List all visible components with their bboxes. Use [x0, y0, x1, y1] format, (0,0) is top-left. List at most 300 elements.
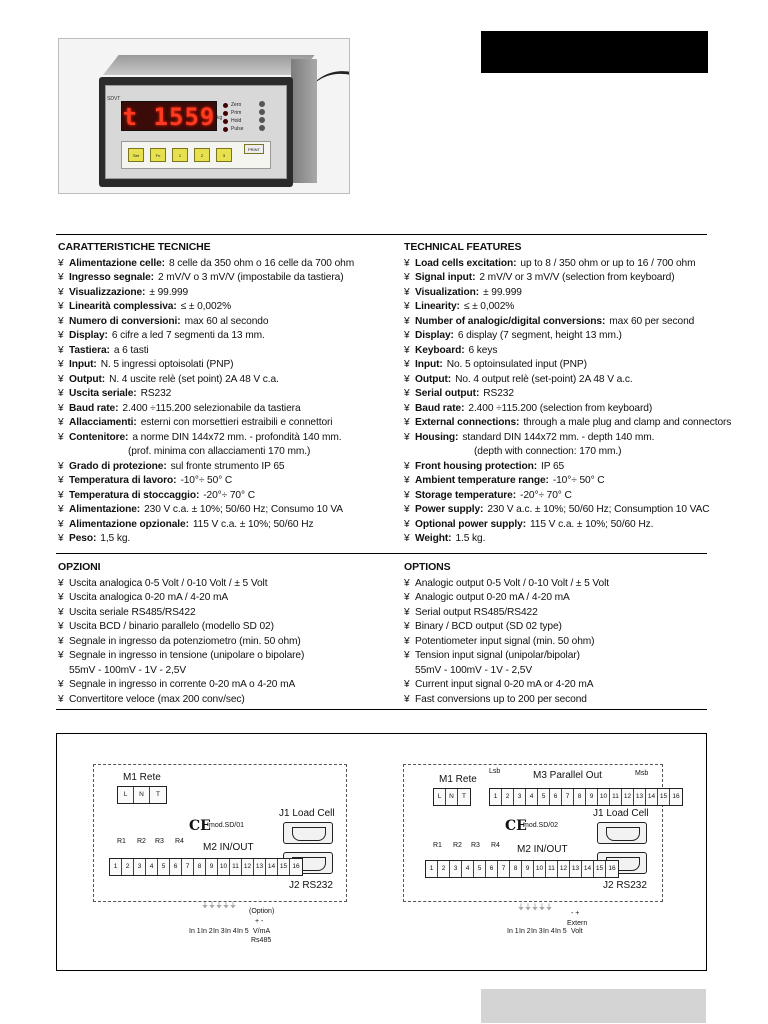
model-label-left: mod.SD/01	[209, 822, 245, 829]
feature-item	[58, 474, 378, 489]
term-t-right: T	[462, 793, 466, 800]
feature-label: Contenitore:	[69, 431, 129, 443]
feature-item	[404, 474, 724, 489]
relay-r4-right: R4	[491, 842, 500, 849]
bullet-icon: ¥	[58, 606, 64, 618]
led-display	[121, 101, 217, 131]
feature-item	[404, 358, 724, 373]
bullet-icon: ¥	[58, 533, 64, 544]
j1-connector-left	[283, 822, 333, 844]
feature-value: N. 5 ingressi optoisolati (PNP)	[100, 359, 234, 370]
terminal-1: 1	[110, 859, 122, 875]
header-black-block	[481, 31, 708, 73]
key-set: Set	[128, 148, 144, 162]
feature-value: 8 celle da 350 ohm o 16 celle da 700 ohm	[168, 257, 355, 269]
feature-item	[404, 402, 724, 417]
terminal-10: 10	[598, 789, 610, 805]
feature-value: 1,5 kg.	[100, 533, 131, 544]
option-item	[404, 591, 724, 606]
feature-value: 2.400 ÷115.200 (selection from keyboard)	[468, 402, 653, 414]
feature-item	[404, 315, 724, 330]
option-item	[404, 620, 724, 635]
feature-item	[404, 300, 724, 315]
feature-item	[58, 532, 378, 547]
indicator-buttons	[259, 101, 273, 133]
bullet-icon: ¥	[404, 388, 410, 399]
terminal-2: 2	[502, 789, 514, 805]
case-side	[291, 59, 317, 183]
display-value: 1559	[153, 103, 216, 131]
feature-item	[58, 518, 378, 533]
option-text: Segnale in ingresso in corrente 0-20 mA o 4-20 mA	[69, 679, 296, 690]
feature-value: RS232	[483, 388, 514, 399]
feature-label: Temperatura di lavoro:	[69, 475, 177, 486]
option-text: Uscita BCD / binario parallelo (modello SD 02)	[69, 621, 274, 632]
divider-top	[56, 234, 707, 235]
j1-label-right: J1 Load Cell	[593, 808, 649, 819]
bullet-icon: ¥	[404, 606, 410, 618]
option-text: Analogic output 0-20 mA / 4-20 mA	[415, 592, 570, 603]
terminal-8: 8	[574, 789, 586, 805]
feature-value: 2.400 ÷115.200 selezionabile da tastiera	[122, 402, 301, 414]
feature-value: No. 4 output relè (set-point) 2A 48 V a.c.	[455, 373, 633, 385]
terminal-15: 15	[594, 861, 606, 877]
status-leds	[223, 101, 263, 133]
terminal-12: 12	[558, 861, 570, 877]
feature-item	[404, 286, 724, 301]
option-item	[404, 649, 724, 664]
options-en-list	[404, 577, 724, 708]
term-l: L	[118, 787, 134, 803]
feature-item	[404, 329, 724, 344]
footer-grey-block	[481, 989, 706, 1023]
bullet-icon: ¥	[404, 431, 410, 443]
terminal-11: 11	[610, 789, 622, 805]
feature-subtext: 55mV - 100mV - 1V - 2,5V	[415, 664, 533, 676]
bullet-icon: ¥	[58, 693, 64, 705]
option-text: Tension input signal (unipolar/bipolar)	[415, 650, 580, 661]
terminal-5: 5	[158, 859, 170, 875]
terminal-5: 5	[474, 861, 486, 877]
feature-value: 230 V a.c. ± 10%; 50/60 Hz; Consumption 10 VAC	[487, 504, 710, 515]
feature-item	[404, 460, 724, 475]
in4-right: In 4	[543, 928, 555, 935]
j1-label-left: J1 Load Cell	[279, 808, 335, 819]
option-text: Segnale in ingresso in tensione (unipolare o bipolare)	[69, 650, 305, 661]
bullet-icon: ¥	[404, 286, 410, 298]
bullet-icon: ¥	[404, 402, 410, 414]
terminal-10: 10	[534, 861, 546, 877]
case-top	[103, 55, 315, 75]
terminal-6: 6	[486, 861, 498, 877]
msb-label: Msb	[635, 770, 649, 777]
option-item	[58, 620, 378, 635]
bullet-icon: ¥	[58, 272, 64, 283]
input-switches-left: ⏚⏚⏚⏚⏚	[201, 902, 237, 909]
terminal-12: 12	[242, 859, 254, 875]
feature-item	[404, 431, 724, 446]
feature-value: ± 99.999	[483, 286, 522, 298]
feature-value: 1.5 kg.	[455, 533, 486, 544]
divider-middle	[56, 553, 707, 554]
terminal-4: 4	[462, 861, 474, 877]
bullet-icon: ¥	[58, 402, 64, 414]
option-text: Convertitore veloce (max 200 conv/sec)	[69, 693, 245, 705]
bullet-icon: ¥	[58, 373, 64, 385]
options-en	[404, 560, 724, 707]
feature-value: 2 mV/V or 3 mV/V (selection from keyboard)	[479, 272, 675, 283]
feature-value: ≤ ± 0,002%	[463, 301, 515, 312]
feature-label: Signal input:	[415, 272, 476, 283]
bullet-icon: ¥	[404, 533, 410, 544]
feature-item	[58, 431, 378, 446]
bullet-icon: ¥	[404, 344, 410, 356]
display-prefix: t	[122, 103, 139, 131]
m2-terminal-left	[109, 858, 303, 876]
feature-value: a 6 tasti	[113, 344, 149, 356]
options-en-heading: OPTIONS	[404, 561, 451, 573]
led-prim: Prim	[223, 109, 263, 117]
j2-label-right: J2 RS232	[603, 880, 647, 891]
feature-item	[404, 373, 724, 388]
feature-label: Display:	[415, 330, 454, 341]
feature-item	[404, 416, 732, 431]
options-it	[58, 560, 378, 707]
in3-right: In 3	[531, 928, 543, 935]
option-pm: + -	[255, 918, 264, 925]
bullet-icon: ¥	[58, 475, 64, 486]
feature-item	[404, 257, 724, 272]
divider-bottom	[56, 709, 707, 710]
volt-label: Volt	[571, 928, 583, 935]
feature-item	[58, 271, 378, 286]
feature-item	[58, 402, 378, 417]
input-switches-right: ⏚⏚⏚⏚⏚	[517, 904, 553, 911]
key-1: 1	[172, 148, 188, 162]
m2-terminal-right	[425, 860, 619, 878]
feature-item	[58, 387, 378, 402]
option-vma: V/mA	[253, 928, 271, 935]
extern-pm: - +	[571, 910, 580, 917]
key-3: 3	[216, 148, 232, 162]
feature-value: 6 cifre a led 7 segmenti da 13 mm.	[111, 330, 265, 341]
m1-terminal-right	[433, 788, 471, 806]
options-it-list	[58, 577, 378, 708]
bullet-icon: ¥	[404, 592, 410, 603]
feature-value: up to 8 / 350 ohm or up to 16 / 700 ohm	[520, 257, 696, 269]
bullet-icon: ¥	[404, 257, 410, 269]
terminal-14: 14	[266, 859, 278, 875]
bullet-icon: ¥	[58, 635, 64, 647]
terminal-1: 1	[490, 789, 502, 805]
terminal-13: 13	[634, 789, 646, 805]
feature-label: Linearity:	[415, 301, 460, 312]
features-en-heading: TECHNICAL FEATURES	[404, 241, 522, 253]
option-item	[58, 678, 378, 693]
feature-value: 115 V c.a. ± 10%; 50/60 Hz	[192, 518, 314, 530]
option-text: Fast conversions up to 200 per second	[415, 693, 587, 705]
feature-item	[58, 286, 378, 301]
bullet-icon: ¥	[404, 330, 410, 341]
option-text: Binary / BCD output (SD 02 type)	[415, 621, 562, 632]
term-t: T	[156, 791, 160, 798]
terminal-16: 16	[292, 863, 300, 870]
options-it-heading: OPZIONI	[58, 561, 101, 573]
feature-value: max 60 per second	[609, 315, 695, 327]
feature-value: max 60 al secondo	[184, 315, 269, 327]
relay-r1-left: R1	[117, 838, 126, 845]
m1-rete-label-left: M1 Rete	[123, 772, 161, 783]
terminal-5: 5	[538, 789, 550, 805]
option-item	[58, 635, 378, 650]
feature-label: Ambient temperature range:	[415, 475, 549, 486]
feature-label: Tastiera:	[69, 344, 110, 356]
feature-label: Output:	[415, 373, 452, 385]
feature-label: Housing:	[415, 431, 459, 443]
wiring-diagram	[56, 733, 707, 971]
feature-item	[58, 315, 378, 330]
bullet-icon: ¥	[404, 635, 410, 647]
terminal-12: 12	[622, 789, 634, 805]
feature-label: Visualization:	[415, 286, 480, 298]
in1-left: In 1	[189, 928, 201, 935]
terminal-2: 2	[438, 861, 450, 877]
feature-label: Weight:	[415, 533, 452, 544]
feature-item	[404, 503, 724, 518]
feature-label: Front housing protection:	[415, 460, 537, 472]
option-item	[404, 577, 724, 592]
feature-value: 230 V c.a. ± 10%; 50/60 Hz; Consumo 10 VA	[144, 504, 344, 515]
option-item	[404, 606, 724, 621]
bullet-icon: ¥	[58, 301, 64, 312]
feature-value: 6 display (7 segment, height 13 mm.)	[457, 330, 622, 341]
feature-label: Alimentazione celle:	[69, 257, 165, 269]
bullet-icon: ¥	[58, 431, 64, 443]
bullet-icon: ¥	[404, 650, 410, 661]
bullet-icon: ¥	[58, 460, 64, 472]
model-label-right: mod.SD/02	[523, 822, 559, 829]
terminal-10: 10	[218, 859, 230, 875]
feature-label: Ingresso segnale:	[69, 272, 154, 283]
feature-label: Temperatura di stoccaggio:	[69, 489, 200, 501]
feature-label: Peso:	[69, 533, 97, 544]
feature-value: -10°÷ 50° C	[180, 475, 233, 486]
option-item	[58, 591, 378, 606]
terminal-4: 4	[526, 789, 538, 805]
feature-label: Allacciamenti:	[69, 417, 137, 428]
option-item	[404, 678, 724, 693]
feature-item	[58, 416, 378, 431]
feature-label: Input:	[415, 359, 443, 370]
feature-label: Alimentazione opzionale:	[69, 518, 189, 530]
feature-subtext: (depth with connection: 170 mm.)	[474, 446, 622, 457]
feature-label: External connections:	[415, 417, 520, 428]
feature-item	[58, 460, 378, 475]
terminal-9: 9	[586, 789, 598, 805]
unit-label: kg	[217, 115, 223, 121]
relay-r2-left: R2	[137, 838, 146, 845]
feature-label: Uscita seriale:	[69, 388, 137, 399]
terminal-7: 7	[562, 789, 574, 805]
feature-label: Alimentazione:	[69, 504, 141, 515]
feature-label: Baud rate:	[415, 402, 465, 414]
terminal-9: 9	[522, 861, 534, 877]
feature-label: Output:	[69, 373, 106, 385]
features-en	[404, 240, 732, 547]
feature-label: Input:	[69, 359, 97, 370]
terminal-3: 3	[450, 861, 462, 877]
feature-value: -20°÷ 70° C	[520, 489, 572, 501]
bullet-icon: ¥	[58, 577, 64, 589]
terminal-7: 7	[498, 861, 510, 877]
bullet-icon: ¥	[58, 518, 64, 530]
brand-label: SDVT	[107, 96, 121, 102]
key-print: PRINT	[244, 144, 264, 154]
j2-label-left: J2 RS232	[289, 880, 333, 891]
feature-value: N. 4 uscite relè (set point) 2A 48 V c.a.	[109, 373, 279, 385]
relay-r4-left: R4	[175, 838, 184, 845]
feature-value: 115 V c.a. ± 10%; 50/60 Hz.	[530, 518, 654, 530]
bullet-icon: ¥	[58, 257, 64, 269]
feature-label: Baud rate:	[69, 402, 119, 414]
in1-right: In 1	[507, 928, 519, 935]
key-2: 2	[194, 148, 210, 162]
terminal-2: 2	[122, 859, 134, 875]
feature-label: Number of analogic/digital conversions:	[415, 315, 606, 327]
bullet-icon: ¥	[58, 330, 64, 341]
feature-value: through a male plug and clamp and connectors	[523, 417, 732, 428]
relay-r1-right: R1	[433, 842, 442, 849]
bullet-icon: ¥	[404, 272, 410, 283]
option-rs485: Rs485	[251, 937, 272, 944]
bullet-icon: ¥	[58, 286, 64, 298]
feature-item	[404, 387, 724, 402]
feature-value: 2 mV/V o 3 mV/V (impostabile da tastiera)	[157, 272, 344, 283]
bullet-icon: ¥	[58, 592, 64, 603]
terminal-9: 9	[206, 859, 218, 875]
terminal-15: 15	[278, 859, 290, 875]
feature-value: esterni con morsettieri estraibili e connettori	[140, 417, 333, 428]
features-en-list	[404, 257, 732, 547]
feature-value: a norme DIN 144x72 mm. - profondità 140 mm.	[132, 431, 342, 443]
option-item	[404, 635, 724, 650]
m3-label: M3 Parallel Out	[533, 770, 602, 781]
in5-left: In 5	[237, 928, 249, 935]
bullet-icon: ¥	[404, 315, 410, 327]
terminal-16: 16	[672, 793, 680, 800]
feature-label: Optional power supply:	[415, 518, 526, 530]
terminal-3: 3	[514, 789, 526, 805]
feature-item	[58, 257, 378, 272]
feature-item	[404, 344, 724, 359]
bullet-icon: ¥	[404, 373, 410, 385]
feature-value: sul fronte strumento IP 65	[170, 460, 285, 472]
feature-value: ≤ ± 0,002%	[180, 301, 232, 312]
feature-item	[58, 300, 378, 315]
product-photo	[58, 38, 350, 194]
bullet-icon: ¥	[404, 475, 410, 486]
feature-label: Numero di conversioni:	[69, 315, 181, 327]
terminal-8: 8	[194, 859, 206, 875]
bullet-icon: ¥	[58, 504, 64, 515]
bullet-icon: ¥	[404, 679, 410, 690]
feature-value: ± 99.999	[149, 286, 189, 298]
feature-label: Power supply:	[415, 504, 484, 515]
option-item	[58, 577, 378, 592]
ce-mark-right: CE	[505, 818, 527, 834]
feature-value: standard DIN 144x72 mm. - depth 140 mm.	[462, 431, 655, 443]
option-item	[58, 649, 378, 664]
term-l-right: L	[434, 789, 446, 805]
term-n: N	[134, 787, 150, 803]
bullet-icon: ¥	[58, 359, 64, 370]
terminal-11: 11	[230, 859, 242, 875]
option-text: Uscita analogica 0-5 Volt / 0-10 Volt / ± 5 Volt	[69, 577, 268, 589]
terminal-14: 14	[646, 789, 658, 805]
feature-value: IP 65	[541, 460, 565, 472]
led-zero: Zero	[223, 101, 263, 109]
bullet-icon: ¥	[58, 621, 64, 632]
features-it-list	[58, 257, 378, 547]
term-n-right: N	[446, 789, 458, 805]
features-it-heading: CARATTERISTICHE TECNICHE	[58, 241, 211, 253]
feature-subtext: (prof. minima con allacciamenti 170 mm.)	[128, 446, 311, 457]
feature-label: Storage temperature:	[415, 489, 517, 501]
feature-subtext: 55mV - 100mV - 1V - 2,5V	[69, 664, 187, 676]
option-text: Segnale in ingresso da potenziometro (min. 50 ohm)	[69, 635, 301, 647]
feature-item	[404, 271, 724, 286]
option-text: Uscita seriale RS485/RS422	[69, 606, 196, 618]
terminal-7: 7	[182, 859, 194, 875]
terminal-13: 13	[254, 859, 266, 875]
feature-item	[58, 344, 378, 359]
feature-item	[58, 329, 378, 344]
bullet-icon: ¥	[58, 315, 64, 327]
option-text: Analogic output 0-5 Volt / 0-10 Volt / ± 5 Volt	[415, 577, 610, 589]
feature-item	[58, 373, 378, 388]
terminal-3: 3	[134, 859, 146, 875]
m2-label-left: M2 IN/OUT	[203, 842, 254, 853]
feature-label: Keyboard:	[415, 344, 465, 356]
led-hold: Hold	[223, 117, 263, 125]
key-fn: Fn	[150, 148, 166, 162]
bullet-icon: ¥	[58, 650, 64, 661]
bullet-icon: ¥	[404, 577, 410, 589]
m1-rete-label-right: M1 Rete	[439, 774, 477, 785]
terminal-11: 11	[546, 861, 558, 877]
terminal-16: 16	[608, 865, 616, 872]
bullet-icon: ¥	[404, 693, 410, 705]
feature-item	[58, 503, 378, 518]
feature-value: -20°÷ 70° C	[203, 489, 255, 501]
bullet-icon: ¥	[404, 504, 410, 515]
feature-value: -10°÷ 50° C	[552, 475, 605, 486]
m1-terminal-left	[117, 786, 167, 804]
in5-right: In 5	[555, 928, 567, 935]
option-item	[58, 606, 378, 621]
feature-label: Load cells excitation:	[415, 257, 517, 269]
in2-left: In 2	[201, 928, 213, 935]
relay-r3-right: R3	[471, 842, 480, 849]
bullet-icon: ¥	[404, 460, 410, 472]
feature-label: Display:	[69, 330, 108, 341]
feature-item	[58, 489, 378, 504]
feature-item	[404, 518, 724, 533]
feature-value: RS232	[140, 388, 172, 399]
bullet-icon: ¥	[404, 489, 410, 501]
bullet-icon: ¥	[58, 388, 64, 399]
option-item	[58, 693, 378, 708]
